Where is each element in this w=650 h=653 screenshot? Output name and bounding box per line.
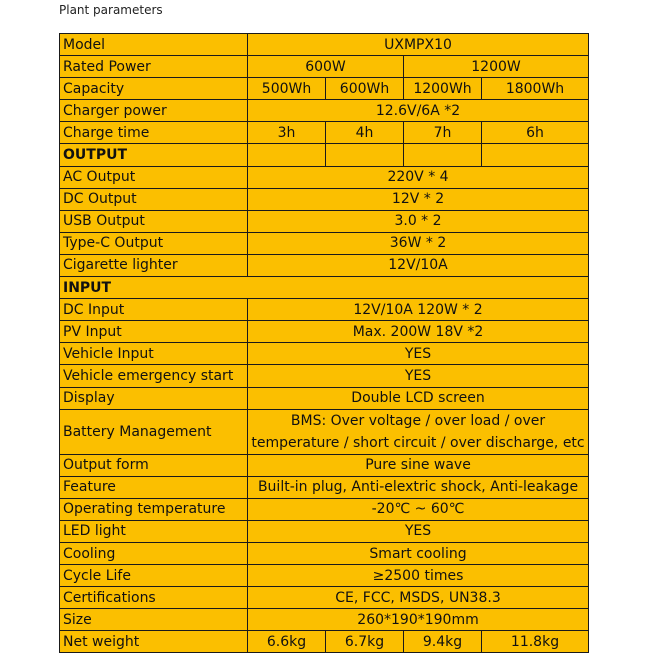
row-value: 6h bbox=[482, 122, 589, 144]
row-value: 6.6kg bbox=[248, 631, 326, 653]
row-value: 12V * 2 bbox=[248, 188, 589, 210]
table-row bbox=[60, 565, 589, 587]
row-label: Type-C Output bbox=[60, 232, 248, 254]
row-value: ≥2500 times bbox=[248, 565, 589, 587]
row-value: -20℃ ~ 60℃ bbox=[248, 498, 589, 520]
row-value: 500Wh bbox=[248, 78, 326, 100]
section-label: INPUT bbox=[60, 277, 589, 299]
row-value: Smart cooling bbox=[248, 542, 589, 564]
table-row bbox=[60, 100, 589, 122]
row-value: CE, FCC, MSDS, UN38.3 bbox=[248, 587, 589, 609]
table-row bbox=[60, 343, 589, 365]
row-label: DC Input bbox=[60, 299, 248, 321]
row-label: Size bbox=[60, 609, 248, 631]
table-row bbox=[60, 166, 589, 188]
row-label: Output form bbox=[60, 454, 248, 476]
row-value: 4h bbox=[326, 122, 404, 144]
table-row bbox=[60, 56, 589, 78]
row-label: Certifications bbox=[60, 587, 248, 609]
row-value: 11.8kg bbox=[482, 631, 589, 653]
row-value: 600Wh bbox=[326, 78, 404, 100]
row-value: Max. 200W 18V *2 bbox=[248, 321, 589, 343]
spec-table bbox=[59, 33, 589, 653]
table-row bbox=[60, 631, 589, 653]
row-label: Battery Management bbox=[60, 409, 248, 454]
table-row bbox=[60, 387, 589, 409]
table-row bbox=[60, 609, 589, 631]
table-row bbox=[60, 587, 589, 609]
row-value: YES bbox=[248, 343, 589, 365]
row-value: Built-in plug, Anti-elextric shock, Anti-leakage bbox=[248, 476, 589, 498]
row-label: PV Input bbox=[60, 321, 248, 343]
row-label: Vehicle emergency start bbox=[60, 365, 248, 387]
empty-cell bbox=[248, 144, 326, 166]
table-row bbox=[60, 210, 589, 232]
table-row bbox=[60, 321, 589, 343]
row-label: Capacity bbox=[60, 78, 248, 100]
row-value: 260*190*190mm bbox=[248, 609, 589, 631]
row-label: Display bbox=[60, 387, 248, 409]
row-label: Net weight bbox=[60, 631, 248, 653]
row-value: Double LCD screen bbox=[248, 387, 589, 409]
page-heading: Plant parameters bbox=[59, 3, 163, 17]
table-row bbox=[60, 188, 589, 210]
empty-cell bbox=[326, 144, 404, 166]
row-value: BMS: Over voltage / over load / over temperature / short circuit / over discharge, etc bbox=[248, 409, 589, 454]
row-value: Pure sine wave bbox=[248, 454, 589, 476]
row-label: Rated Power bbox=[60, 56, 248, 78]
row-value: 12.6V/6A *2 bbox=[248, 100, 589, 122]
table-row bbox=[60, 78, 589, 100]
row-label: Vehicle Input bbox=[60, 343, 248, 365]
table-row bbox=[60, 498, 589, 520]
row-label: Feature bbox=[60, 476, 248, 498]
row-value: 3h bbox=[248, 122, 326, 144]
row-label: LED light bbox=[60, 520, 248, 542]
row-value: 7h bbox=[404, 122, 482, 144]
empty-cell bbox=[482, 144, 589, 166]
table-row bbox=[60, 122, 589, 144]
table-row bbox=[60, 34, 589, 56]
row-value: 1800Wh bbox=[482, 78, 589, 100]
row-value: YES bbox=[248, 365, 589, 387]
row-label: USB Output bbox=[60, 210, 248, 232]
row-value: 12V/10A 120W * 2 bbox=[248, 299, 589, 321]
row-value: 3.0 * 2 bbox=[248, 210, 589, 232]
table-row bbox=[60, 254, 589, 276]
row-value: 1200Wh bbox=[404, 78, 482, 100]
table-row bbox=[60, 409, 589, 454]
row-value: 36W * 2 bbox=[248, 232, 589, 254]
row-value: YES bbox=[248, 520, 589, 542]
row-value: 9.4kg bbox=[404, 631, 482, 653]
row-label: AC Output bbox=[60, 166, 248, 188]
table-row bbox=[60, 365, 589, 387]
row-value: 220V * 4 bbox=[248, 166, 589, 188]
section-row bbox=[60, 144, 589, 166]
row-value: 12V/10A bbox=[248, 254, 589, 276]
row-label: Model bbox=[60, 34, 248, 56]
table-row bbox=[60, 299, 589, 321]
row-label: Charge time bbox=[60, 122, 248, 144]
row-value: 600W bbox=[248, 56, 404, 78]
row-label: Operating temperature bbox=[60, 498, 248, 520]
row-value: 6.7kg bbox=[326, 631, 404, 653]
empty-cell bbox=[404, 144, 482, 166]
table-row bbox=[60, 476, 589, 498]
table-row bbox=[60, 520, 589, 542]
section-row bbox=[60, 277, 589, 299]
row-value: UXMPX10 bbox=[248, 34, 589, 56]
row-label: DC Output bbox=[60, 188, 248, 210]
row-value: 1200W bbox=[404, 56, 589, 78]
row-label: Cigarette lighter bbox=[60, 254, 248, 276]
row-label: Charger power bbox=[60, 100, 248, 122]
table-row bbox=[60, 232, 589, 254]
row-label: Cooling bbox=[60, 542, 248, 564]
table-row bbox=[60, 454, 589, 476]
table-row bbox=[60, 542, 589, 564]
row-label: Cycle Life bbox=[60, 565, 248, 587]
section-label: OUTPUT bbox=[60, 144, 248, 166]
